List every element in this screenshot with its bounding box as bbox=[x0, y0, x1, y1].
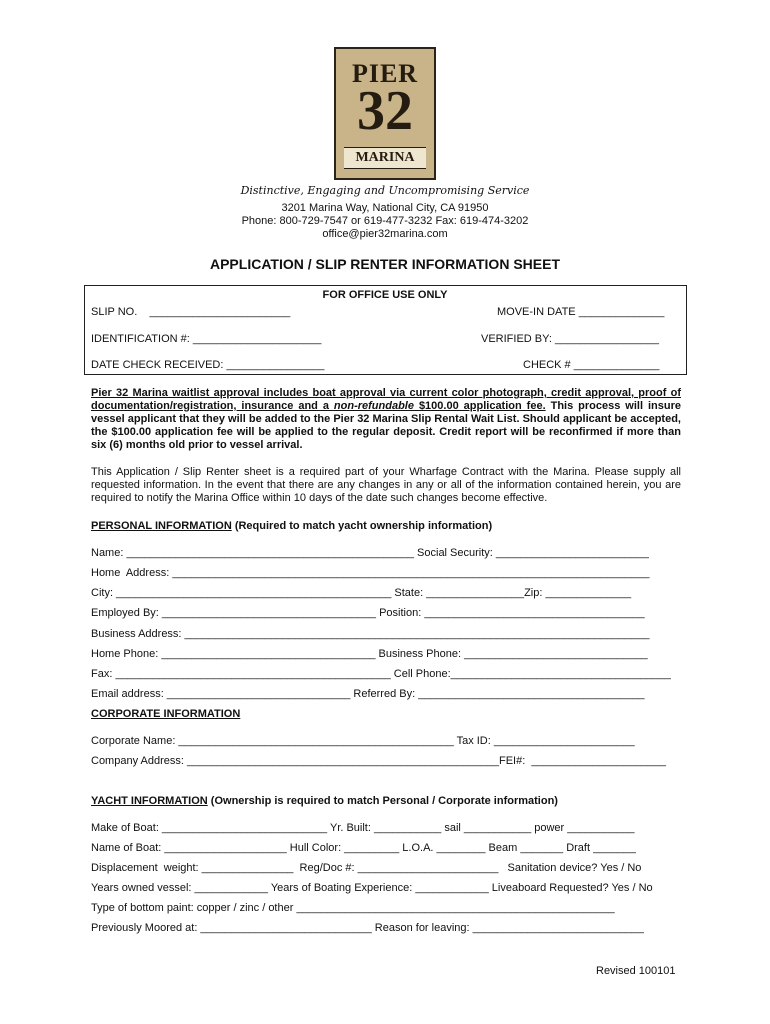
page-title: APPLICATION / SLIP RENTER INFORMATION SHEET bbox=[209, 256, 560, 272]
email-line: office@pier32marina.com bbox=[322, 228, 448, 240]
waitlist-paragraph bbox=[91, 387, 681, 452]
logo-number-text: 32 bbox=[357, 80, 413, 142]
corporate-name-field[interactable]: Corporate Name: _____________________________________________ Tax ID: _______________________ bbox=[91, 735, 635, 747]
office-use-heading: FOR OFFICE USE ONLY bbox=[322, 289, 448, 301]
waitlist-underlined-text: Pier 32 Marina waitlist approval includes boat approval via current color photograph, credit approval, proof of documentation/registration, insurance and a non-refundable $100.00 application fee. bbox=[91, 387, 681, 412]
years-owned-field[interactable]: Years owned vessel: ____________ Years of Boating Experience: ____________ Liveaboard Requested? Yes / No bbox=[91, 882, 653, 894]
tagline: Distinctive, Engaging and Uncompromising Service bbox=[240, 184, 530, 197]
fax-cell-field[interactable]: Fax: _____________________________________________ Cell Phone:____________________________________ bbox=[91, 668, 671, 680]
address-line: 3201 Marina Way, National City, CA 91950 bbox=[281, 202, 489, 214]
marina-logo bbox=[334, 47, 436, 180]
bottom-paint-field[interactable]: Type of bottom paint: copper / zinc / other ____________________________________________________ bbox=[91, 902, 615, 914]
slip-no-field[interactable]: SLIP NO. _______________________ bbox=[91, 306, 291, 318]
revision-label: Revised 100101 bbox=[596, 965, 676, 977]
waitlist-process-text: This process will insure vessel applicant that they will be added to the Pier 32 Marina Slip Rental Wait List. Should applicant be accepted, the $100.00 application fee will be applied to the regular deposit. Credit report will be reconfirmed if more than six (6) months old prior to vessel arrival. bbox=[91, 400, 681, 451]
previously-moored-field[interactable]: Previously Moored at: ____________________________ Reason for leaving: ____________________________ bbox=[91, 922, 644, 934]
phone-fields[interactable]: Home Phone: ___________________________________ Business Phone: ______________________________ bbox=[91, 648, 648, 660]
verified-by-field[interactable]: VERIFIED BY: _________________ bbox=[481, 333, 659, 345]
name-field[interactable]: Name: _______________________________________________ Social Security: _________________________ bbox=[91, 547, 649, 559]
yacht-info-heading: YACHT INFORMATION (Ownership is required to match Personal / Corporate information) bbox=[91, 795, 558, 807]
home-address-field[interactable]: Home Address: ______________________________________________________________________________ bbox=[91, 567, 650, 579]
corporate-info-heading: CORPORATE INFORMATION bbox=[91, 708, 241, 720]
email-referred-field[interactable]: Email address: ______________________________ Referred By: _____________________________________ bbox=[91, 688, 645, 700]
move-in-date-field[interactable]: MOVE-IN DATE ______________ bbox=[497, 306, 665, 318]
business-address-field[interactable]: Business Address: ____________________________________________________________________________ bbox=[91, 628, 650, 640]
logo-pier-text: PIER bbox=[351, 59, 419, 88]
name-of-boat-field[interactable]: Name of Boat: ____________________ Hull Color: _________ L.O.A. ________ Beam _______ Draft _______ bbox=[91, 842, 636, 854]
logo-marina-text: MARINA bbox=[344, 147, 426, 169]
company-address-field[interactable]: Company Address: ___________________________________________________FEI#: ______________________ bbox=[91, 755, 666, 767]
employed-position-field[interactable]: Employed By: ___________________________________ Position: ____________________________________ bbox=[91, 607, 645, 619]
phone-line: Phone: 800-729-7547 or 619-477-3232 Fax: 619-474-3202 bbox=[241, 215, 529, 227]
displacement-field[interactable]: Displacement weight: _______________ Reg/Doc #: _______________________ Sanitation device? Yes / No bbox=[91, 862, 642, 874]
date-check-received-field[interactable]: DATE CHECK RECEIVED: ________________ bbox=[91, 359, 325, 371]
make-of-boat-field[interactable]: Make of Boat: ___________________________ Yr. Built: ___________ sail ___________ power ___________ bbox=[91, 822, 635, 834]
intro-paragraph: This Application / Slip Renter sheet is a required part of your Wharfage Contract with the Marina. Please supply all requested information. In the event that there are any changes in any or all of the information contained herein, you are required to notify the Marina Office within 10 days of the date such changes become effective. bbox=[91, 466, 681, 504]
personal-info-heading: PERSONAL INFORMATION (Required to match yacht ownership information) bbox=[91, 520, 493, 532]
identification-field[interactable]: IDENTIFICATION #: _____________________ bbox=[91, 333, 322, 345]
city-state-zip-field[interactable]: City: _____________________________________________ State: ________________Zip: ______________ bbox=[91, 587, 632, 599]
check-number-field[interactable]: CHECK # ______________ bbox=[523, 359, 660, 371]
